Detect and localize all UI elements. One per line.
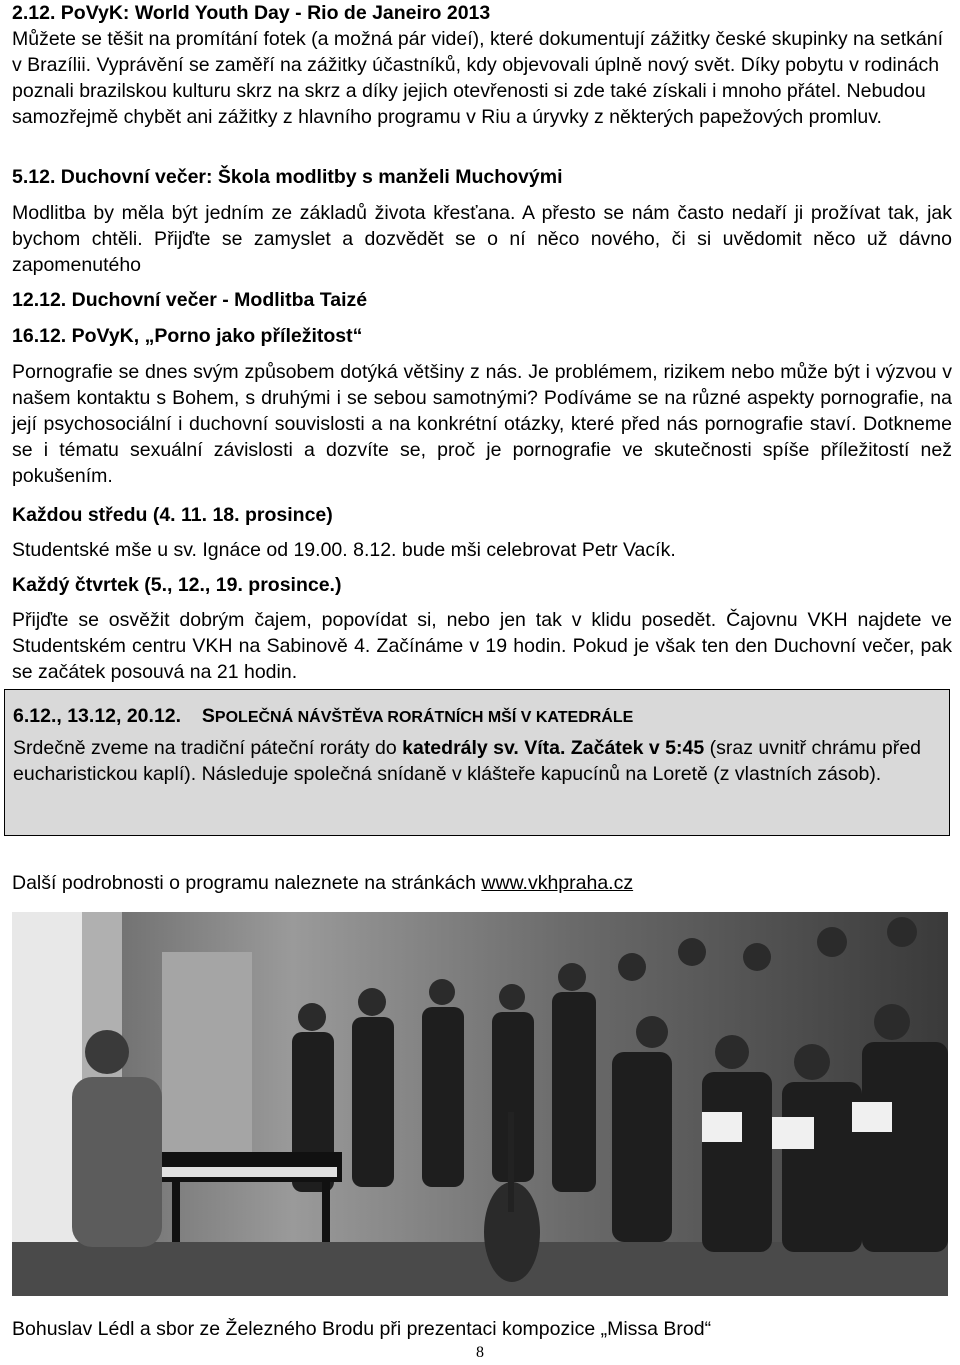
rorate-text <box>13 735 941 787</box>
rorate-text-b: katedrály sv. Víta. Začátek v 5:45 <box>402 737 705 759</box>
rorate-dates: 6.12., 13.12, 20.12. <box>13 705 182 727</box>
photo-caption: Bohuslav Lédl a sbor ze Železného Brodu při prezentaci kompozice „Missa Brod“ <box>12 1318 712 1340</box>
more-info <box>12 870 952 896</box>
wednesday-text: Studentské mše u sv. Ignáce od 19.00. 8.12. bude mši celebrovat Petr Vacík. <box>12 539 676 561</box>
rorate-text-c: (sraz uvnitř chrámu před eucharistickou kaplí). Následuje společná snídaně v klášteře kapucínů na Loretě (z vlastních zásob). <box>13 737 921 785</box>
rorate-box <box>4 689 950 836</box>
item-porno-text: Pornografie se dnes svým způsobem dotýká většiny z nás. Je problémem, rizikem nebo může být i výzvou v našem kontaktu s Bohem, s druhými i se sebou samotnými? Podíváme se na různé aspekty pornografie, na její psychosociální i duchovní souvislosti a na konkrétní otázky, které před nás pornografie staví. Dotkneme se i tématu sexuální závislosti a dozvíte se, proč je pornografie ve skutečnosti spíše příležitostí než pokušením. <box>12 361 952 487</box>
choir-photo-image <box>12 912 948 1296</box>
item-prayer-school-text: Modlitba by měla být jedním ze základů života křesťana. A přesto se nám často nedaří ji prožívat tak, jak bychom chtěli. Přijďte se zamyslet a dozvědět se o ní něco nového, či si uvědomit něco už dávno zapomenutého <box>12 202 952 276</box>
thursday-heading: Každý čtvrtek (5., 12., 19. prosince.) <box>12 574 342 596</box>
thursday-text: Přijďte se osvěžit dobrým čajem, popovídat si, nebo jen tak v klidu posedět. Čajovnu VKH najdete ve Studentském centru VKH na Sabinově 4. Začínáme v 19 hodin. Pokud je však ten den Duchovní večer, pak se začátek posouvá na 21 hodin. <box>12 609 952 683</box>
wednesday-heading: Každou středu (4. 11. 18. prosince) <box>12 504 333 526</box>
more-info-text: Další podrobnosti o programu naleznete na stránkách <box>12 872 482 894</box>
item-taize-heading: 12.12. Duchovní večer - Modlitba Taizé <box>12 289 368 311</box>
item-wyd-heading: 2.12. PoVyK: World Youth Day - Rio de Janeiro 2013 <box>12 2 491 24</box>
rorate-title: POLEČNÁ NÁVŠTĚVA RORÁTNÍCH MŠÍ V KATEDRÁLE <box>214 709 634 726</box>
item-wyd-text: Můžete se těšit na promítání fotek (a možná pár videí), které dokumentují zážitky české skupinky na setkání v Brazílii. Vyprávění se zaměří na zážitky účastníků, kdy objevovali úplně nový svět. Díky pobytu v rodinách poznali brazilskou kulturu skrz na skrz a díky jejich otevřenosti si zde také získali i mnoho přátel. Nebudou samozřejmě chybět ani zážitky z hlavního programu v Riu a úryvky z některých papežových promluv. <box>12 28 944 128</box>
rorate-text-a: Srdečně zveme na tradiční páteční roráty do <box>13 737 403 759</box>
website-link[interactable]: www.vkhpraha.cz <box>481 872 634 894</box>
item-porno-heading: 16.12. PoVyK, „Porno jako příležitost“ <box>12 325 363 347</box>
rorate-title-initial: S <box>201 705 215 727</box>
rorate-heading <box>13 703 633 731</box>
choir-photo <box>12 912 948 1296</box>
page-number: 8 <box>476 1344 484 1361</box>
item-prayer-school-heading: 5.12. Duchovní večer: Škola modlitby s manželi Muchovými <box>12 166 563 188</box>
